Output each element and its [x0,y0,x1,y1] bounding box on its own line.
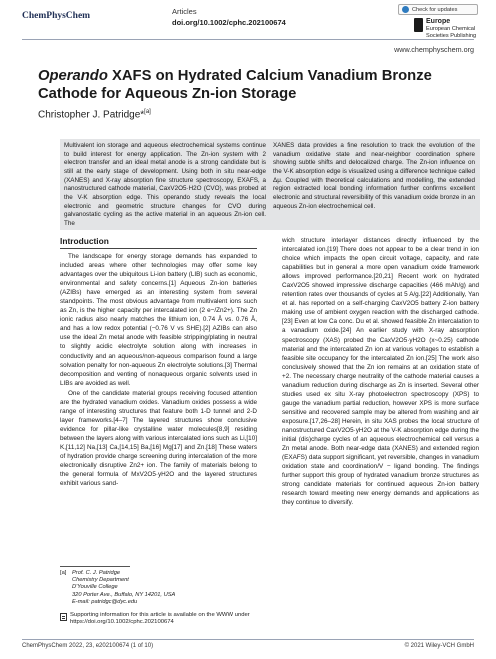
publisher-logo [414,18,476,39]
author-footnote [60,570,175,606]
abstract-box [60,139,480,230]
author-name: Christopher J. Patridge* [38,109,145,121]
footnote-line: Prof. C. J. Patridge [72,570,121,576]
publisher-name: Europe [426,18,451,25]
author-line [38,109,151,120]
author-affiliation-mark: [a] [144,109,151,115]
body-paragraph: The landscape for energy storage demands has expanded to included areas where other technologies may offer some key advantages over the ubiquitous Li-ion battery (LIB) such as economic, environmental and safety concerns.[1] Aqueous Zn-ion batteries (AZIBs) have emerged as an interesting system from several standpoints. The most obvious advantage from multivalent ions such as Zn, is the higher capacity per intercalated ion (2 e−/Zn2+). The Zn ionic radius also nearly matches the lithium ion, 0.74 Å vs. 0.76 Å, and has a low redox potential (−0.76 V vs SHE).[2] AZIBs can also use the ideal Zn metal anode with feasible stripping/plating in neutral to slightly acidic electrolyte solution along with increases in conductivity and an aqueous/non-aqueous comparison found a large solvation penalty for non-aqueous Zn electrolyte solutions.[3] Thermal decomposition and venting of nonaqueous organic solvents used in LIBs are avoided as well. [60,253,257,387]
supporting-document-icon [60,613,67,621]
footnote-line: 320 Porter Ave., Buffalo, NY 14201, USA [72,591,176,598]
chemistry-europe-logo-icon [414,18,423,32]
supporting-info-text[interactable]: Supporting information for this article is available on the WWW under https://doi.org/10.1002/cphc.202100674 [70,612,250,626]
footnote-line: Chemistry Department [72,577,129,584]
footer-divider [22,639,474,640]
abstract-left-column: Multivalent ion storage and aqueous electrochemical systems continue to build interest for energy application. The Zn-ion system with 2 electron transfer and an ideal metal anode is a strong candidate but is still at the early stage of development. Using both in situ near-edge (XANES) and X-ray absorption fine structure spectroscopy, EXAFS, a nanostructured cathode material, CaxV2O5·H2O (CVO), was probed at the V-K absorption edge. This operando study reveals the local electronic and geometric structure changes for CVO during galvanostatic cycling as the active material in an aqueous Zn-ion cell. The [64,142,266,227]
check-for-updates-button[interactable] [398,4,478,15]
article-title [38,68,458,103]
check-updates-label: Check for updates [412,6,458,13]
footnote-line: D'Youville College [72,584,118,591]
section-heading-rule [60,248,257,249]
publisher-sub1: European Chemical [426,26,476,32]
body-paragraph: wich structure interlayer distances directly influenced by the intercalated ion.[19] There does not appear to be a clear trend in ion choice which impacts the open circuit voltage, capacity, and rate capabilities but in general a more open vanadium oxide framework allows improved performance.[20,21] Recent work on hydrated CaxV2O5 showed impressive discharge capacities (466 mAh/g) and retention rates over thousands of cycles at 5 A/g.[22] Additionally, Yan et al. has reported on a self-charging CaxV2O5 battery Z-ion battery making use of ambient oxygen reaction with the discharged cathode.[23] Even at low Ca conc. Du et al. showed feasible Zn intercalation to a vanadium oxide.[24] An earlier study with X-ray absorption spectroscopy (XAS) probed the CaxV2O5·yH2O (x~0.25) cathode material and the intercalated Zn ion at various voltages to establish a feasible site occupancy for the intercalated Zn ion.[25] The work also conclusively showed that the Zn ion remains at an oxidation state of +2. The necessary charge neutrality of the cathode material causes a vanadium reduction during discharge as Zn is inserted. Several other studies used ex situ X-ray photoelectron spectroscopy (XPS) to gauge the vanadium partial reduction, however XPS is more surface sensitive and recovered sample may be altered from washing and air exposure.[17,26–28] Herein, in situ XAS probes the local structure of nanostructured CaxV2O5·yH2O at the V-K absorption edge during the initial (dis)charge cycles of an aqueous electrochemical cell versus a Zn metal anode. Both near-edge data (XANES) and extended region (EXAFS) data support significant, yet reversible, changes in vanadium oxidation state and coordination/V − ligand bonding. The findings further support this group of hydrated vanadium bronze structures as strong candidate materials for continued aqueous Zn-ion battery research toward meeting new energy demands and applications as they continue to diversify. [282,237,479,507]
journal-name: ChemPhysChem [22,11,91,21]
supporting-info-note [60,612,257,627]
article-doi[interactable]: doi.org/10.1002/cphc.202100674 [172,18,286,27]
title-rest: XAFS on Hydrated Calcium Vanadium Bronze Cathode for Aqueous Zn-ion Storage [38,68,432,102]
footnote-mark: [a] [60,570,67,576]
footer-citation: ChemPhysChem 2022, 23, e202100674 (1 of 10) [22,643,154,649]
header-divider [22,39,474,40]
footnote-email[interactable]: E-mail: patridgc@dyc.edu [72,598,138,605]
article-type: Articles [172,7,197,16]
abstract-right-column: XANES data provides a fine resolution to track the evolution of the vanadium oxidative state and near-neighbor coordination sphere showing subtle shifts and delocalized charge. The Zn-ion influence on the V-K absorption edge is visualized using a difference technique called Δμ. Coupled with theoretical calculations and modelling, the extended region extracted local bonding information further confirms excellent electronic and structural reversibility of this vanadium oxide bronze in an aqueous Zn-ion electrochemical cell. [273,142,475,210]
article-meta [172,6,286,28]
check-updates-icon [402,6,409,13]
footer-copyright: © 2021 Wiley-VCH GmbH [404,643,474,649]
body-right-column [282,236,479,507]
body-paragraph: One of the candidate material groups receiving focused attention are the hydrated vanadium oxides. Vanadium oxides possess a wide range of interesting structures that feature both 1-D tunnel and 2-D layer frameworks.[4–7] The layered structures show conclusive evidence for pillar-like crystalline water molecules[8,9] residing between the layers along with various intercalated ions such as Li,[10] K,[11,12] Na,[13] Ca,[14,15] Ba,[16] Mg[17] and Zn.[18] These waters of hydration provide charge screening during intercalation of the more electronically disruptive Zn2+ ion. The family of materials belong to the general formula of MxV2O5·yH2O and the layered structures exhibit various sand- [60,389,257,488]
footnote-divider [60,566,130,567]
journal-website-link[interactable]: www.chemphyschem.org [394,45,474,54]
publisher-sub2: Societies Publishing [426,32,477,39]
section-heading-introduction: Introduction [60,236,109,246]
title-emphasis: Operando [38,68,108,84]
body-left-column [60,252,257,488]
